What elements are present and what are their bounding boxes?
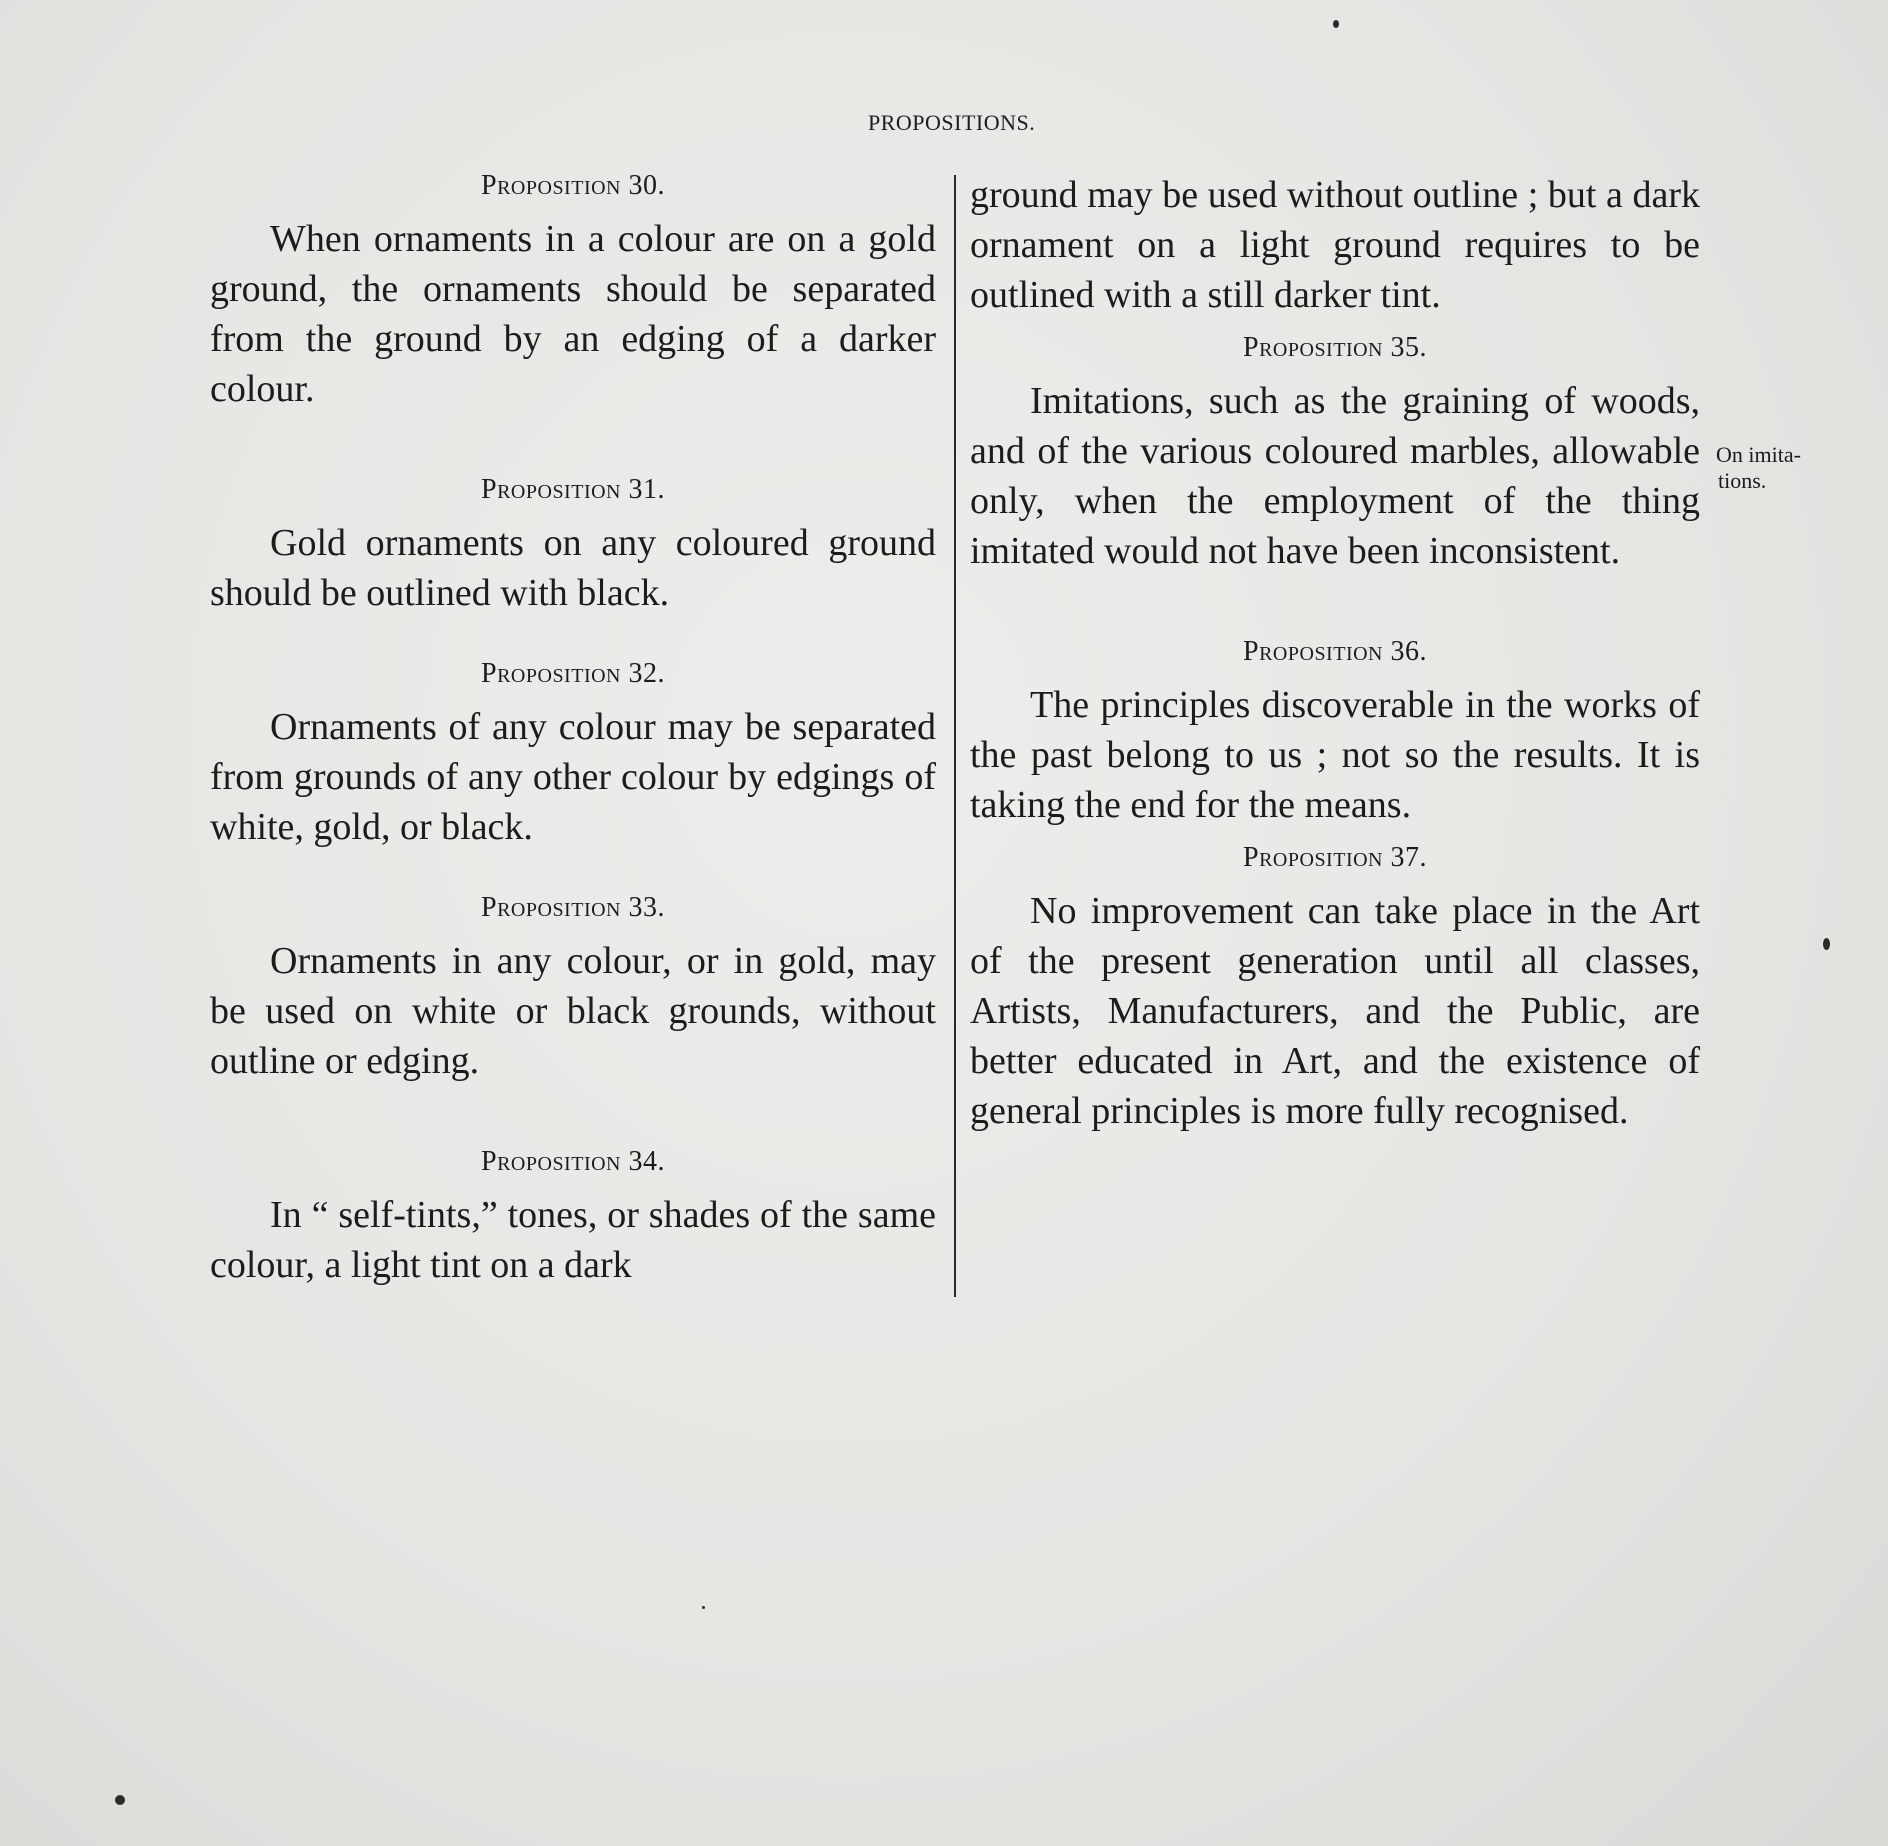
proposition-30-text: When ornaments in a colour are on a gold ground, the ornaments should be separated from the ground by an edging of a darker colour. xyxy=(210,218,936,410)
proposition-34-continuation: ground may be used without outline ; but a dark ornament on a light ground requires to be outlined with a still darker tint. xyxy=(970,174,1700,316)
proposition-34-heading: Proposition 34. xyxy=(481,1146,665,1177)
proposition-33-heading: Proposition 33. xyxy=(481,892,665,923)
proposition-35-text: Imitations, such as the graining of woods, and of the various coloured marbles, allowable only, when the employment of the thing imitated would not have been inconsistent. xyxy=(970,380,1700,572)
proposition-33-text: Ornaments in any colour, or in gold, may be used on white or black grounds, without outline or edging. xyxy=(210,940,936,1082)
proposition-35-heading: Proposition 35. xyxy=(1243,332,1427,363)
proposition-34-text: In “ self-tints,” tones, or shades of the same colour, a light tint on a dark xyxy=(210,1194,936,1286)
proposition-31-text: Gold ornaments on any coloured ground should be outlined with black. xyxy=(210,522,936,614)
margin-note-line-2: tions. xyxy=(1718,468,1767,493)
proposition-30-heading: Proposition 30. xyxy=(481,170,665,201)
ink-speck xyxy=(115,1795,125,1805)
column-divider xyxy=(954,175,956,1297)
margin-note xyxy=(1716,442,1801,494)
proposition-32-text: Ornaments of any colour may be separated from grounds of any other colour by edgings of white, gold, or black. xyxy=(210,706,936,848)
proposition-32-heading: Proposition 32. xyxy=(481,658,665,689)
proposition-37-heading: Proposition 37. xyxy=(1243,842,1427,873)
proposition-37-text: No improvement can take place in the Art of the present generation until all classes, Artists, Manufacturers, and the Public, are better educated in Art, and the existence of general principles is more fully recognised. xyxy=(970,890,1700,1132)
ink-speck xyxy=(702,1606,705,1609)
ink-speck xyxy=(1333,20,1339,28)
proposition-31-heading: Proposition 31. xyxy=(481,474,665,505)
left-column xyxy=(210,170,936,1290)
right-column xyxy=(970,170,1700,1136)
running-head: PROPOSITIONS. xyxy=(868,110,1036,135)
proposition-36-heading: Proposition 36. xyxy=(1243,636,1427,667)
ink-speck xyxy=(1823,938,1830,950)
margin-note-line-1: On imita- xyxy=(1716,442,1801,467)
proposition-36-text: The principles discoverable in the works of the past belong to us ; not so the results. It is taking the end for the means. xyxy=(970,684,1700,826)
